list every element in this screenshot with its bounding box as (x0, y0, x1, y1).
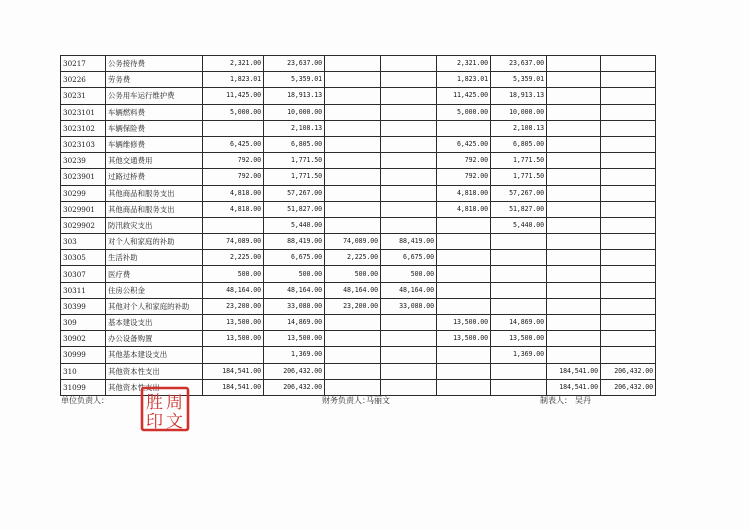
account-name: 其他资本性支出 (106, 363, 203, 379)
finance-head-name: 马丽文 (366, 396, 390, 405)
amount-cell (601, 217, 656, 233)
amount-cell: 6,425.00 (203, 136, 264, 152)
amount-cell (381, 363, 437, 379)
amount-cell: 1,771.50 (491, 169, 547, 185)
amount-cell: 6,805.00 (491, 136, 547, 152)
account-name: 车辆保险费 (106, 120, 203, 136)
account-name: 其他资本性支出 (106, 379, 203, 395)
amount-cell: 6,675.00 (264, 250, 325, 266)
table-row (61, 169, 656, 185)
amount-cell: 51,827.00 (491, 201, 547, 217)
amount-cell (437, 217, 491, 233)
amount-cell (601, 72, 656, 88)
amount-cell: 33,080.00 (264, 298, 325, 314)
amount-cell: 184,541.00 (203, 379, 264, 395)
amount-cell (381, 120, 437, 136)
amount-cell: 792.00 (203, 169, 264, 185)
table-row (61, 120, 656, 136)
amount-cell (601, 153, 656, 169)
table-row (61, 72, 656, 88)
amount-cell: 1,823.01 (203, 72, 264, 88)
amount-cell: 13,500.00 (437, 315, 491, 331)
amount-cell (325, 56, 381, 72)
amount-cell: 18,913.13 (264, 88, 325, 104)
amount-cell (325, 217, 381, 233)
account-name: 基本建设支出 (106, 315, 203, 331)
amount-cell: 13,500.00 (203, 331, 264, 347)
amount-cell (203, 347, 264, 363)
amount-cell: 33,080.00 (381, 298, 437, 314)
amount-cell (437, 120, 491, 136)
amount-cell (203, 120, 264, 136)
amount-cell: 206,432.00 (264, 363, 325, 379)
amount-cell: 57,267.00 (264, 185, 325, 201)
svg-text:印: 印 (146, 412, 163, 432)
table-row (61, 104, 656, 120)
table-row (61, 136, 656, 152)
account-name: 住房公积金 (106, 282, 203, 298)
amount-cell: 5,359.01 (264, 72, 325, 88)
amount-cell: 2,225.00 (325, 250, 381, 266)
account-code: 3023103 (61, 136, 106, 152)
unit-head-label: 单位负责人： (61, 396, 109, 405)
amount-cell (381, 56, 437, 72)
amount-cell (491, 234, 547, 250)
account-code: 30305 (61, 250, 106, 266)
account-name: 车辆维修费 (106, 136, 203, 152)
amount-cell: 5,000.00 (203, 104, 264, 120)
amount-cell: 13,500.00 (437, 331, 491, 347)
amount-cell (601, 201, 656, 217)
amount-cell: 206,432.00 (264, 379, 325, 395)
amount-cell (381, 169, 437, 185)
amount-cell: 23,637.00 (264, 56, 325, 72)
account-name: 过路过桥费 (106, 169, 203, 185)
amount-cell: 14,869.00 (264, 315, 325, 331)
amount-cell: 1,771.50 (264, 153, 325, 169)
account-code: 30902 (61, 331, 106, 347)
amount-cell: 5,000.00 (437, 104, 491, 120)
amount-cell: 13,500.00 (491, 331, 547, 347)
amount-cell: 48,164.00 (264, 282, 325, 298)
amount-cell (437, 363, 491, 379)
amount-cell (325, 120, 381, 136)
amount-cell (437, 379, 491, 395)
amount-cell: 184,541.00 (547, 363, 601, 379)
amount-cell (547, 136, 601, 152)
amount-cell: 2,321.00 (203, 56, 264, 72)
account-code: 30307 (61, 266, 106, 282)
amount-cell: 14,869.00 (491, 315, 547, 331)
amount-cell (325, 379, 381, 395)
amount-cell: 184,541.00 (203, 363, 264, 379)
table-row (61, 363, 656, 379)
amount-cell (547, 266, 601, 282)
amount-cell: 6,805.00 (264, 136, 325, 152)
amount-cell: 74,089.00 (203, 234, 264, 250)
account-name: 医疗费 (106, 266, 203, 282)
account-code: 31099 (61, 379, 106, 395)
amount-cell (601, 331, 656, 347)
table-row (61, 266, 656, 282)
table-body (61, 56, 656, 396)
amount-cell: 1,771.50 (491, 153, 547, 169)
amount-cell (381, 217, 437, 233)
preparer-name: 吴丹 (575, 396, 591, 405)
amount-cell: 6,675.00 (381, 250, 437, 266)
amount-cell: 11,425.00 (437, 88, 491, 104)
amount-cell: 10,000.00 (264, 104, 325, 120)
amount-cell: 5,440.00 (264, 217, 325, 233)
amount-cell: 500.00 (325, 266, 381, 282)
amount-cell (601, 185, 656, 201)
amount-cell (491, 250, 547, 266)
amount-cell (437, 234, 491, 250)
account-code: 30399 (61, 298, 106, 314)
account-name: 其他商品和服务支出 (106, 201, 203, 217)
amount-cell: 6,425.00 (437, 136, 491, 152)
amount-cell (601, 266, 656, 282)
account-code: 3029902 (61, 217, 106, 233)
amount-cell: 2,108.13 (491, 120, 547, 136)
amount-cell: 11,425.00 (203, 88, 264, 104)
account-name: 劳务费 (106, 72, 203, 88)
amount-cell: 13,500.00 (264, 331, 325, 347)
account-code: 3023101 (61, 104, 106, 120)
amount-cell (325, 88, 381, 104)
account-name: 公务接待费 (106, 56, 203, 72)
amount-cell: 792.00 (203, 153, 264, 169)
amount-cell (547, 56, 601, 72)
amount-cell (547, 250, 601, 266)
amount-cell (325, 201, 381, 217)
amount-cell (491, 266, 547, 282)
amount-cell: 88,419.00 (264, 234, 325, 250)
amount-cell (601, 315, 656, 331)
amount-cell (547, 72, 601, 88)
account-code: 30226 (61, 72, 106, 88)
amount-cell: 10,000.00 (491, 104, 547, 120)
amount-cell: 2,321.00 (437, 56, 491, 72)
account-name: 其他交通费用 (106, 153, 203, 169)
amount-cell (381, 201, 437, 217)
preparer-label: 制表人： (540, 396, 572, 405)
table-row (61, 153, 656, 169)
amount-cell (547, 88, 601, 104)
table-row (61, 217, 656, 233)
amount-cell (381, 347, 437, 363)
svg-text:胜: 胜 (146, 393, 163, 413)
amount-cell (547, 185, 601, 201)
amount-cell: 500.00 (381, 266, 437, 282)
amount-cell (547, 217, 601, 233)
amount-cell (547, 169, 601, 185)
amount-cell: 206,432.00 (601, 363, 656, 379)
amount-cell: 48,164.00 (325, 282, 381, 298)
table-row (61, 282, 656, 298)
account-name: 防汛救灾支出 (106, 217, 203, 233)
account-name: 其他基本建设支出 (106, 347, 203, 363)
amount-cell (601, 104, 656, 120)
amount-cell (203, 217, 264, 233)
account-name: 其他商品和服务支出 (106, 185, 203, 201)
table-row (61, 347, 656, 363)
amount-cell: 13,500.00 (203, 315, 264, 331)
amount-cell: 4,818.00 (437, 185, 491, 201)
amount-cell (601, 347, 656, 363)
amount-cell (547, 153, 601, 169)
amount-cell: 792.00 (437, 169, 491, 185)
amount-cell (381, 72, 437, 88)
amount-cell (547, 347, 601, 363)
table-row (61, 56, 656, 72)
account-name: 办公设备购置 (106, 331, 203, 347)
table-row (61, 88, 656, 104)
amount-cell (601, 88, 656, 104)
account-code: 303 (61, 234, 106, 250)
amount-cell (547, 315, 601, 331)
amount-cell (437, 266, 491, 282)
amount-cell (547, 201, 601, 217)
amount-cell (437, 347, 491, 363)
amount-cell (601, 136, 656, 152)
amount-cell (491, 363, 547, 379)
table-row (61, 201, 656, 217)
amount-cell: 51,827.00 (264, 201, 325, 217)
amount-cell: 792.00 (437, 153, 491, 169)
amount-cell: 1,823.01 (437, 72, 491, 88)
amount-cell (547, 331, 601, 347)
expenditure-table (60, 55, 656, 396)
amount-cell: 500.00 (203, 266, 264, 282)
amount-cell: 1,771.50 (264, 169, 325, 185)
signature-footer (0, 395, 750, 415)
amount-cell: 1,369.00 (264, 347, 325, 363)
amount-cell (491, 379, 547, 395)
amount-cell (547, 282, 601, 298)
amount-cell (601, 56, 656, 72)
account-code: 30239 (61, 153, 106, 169)
svg-text:周: 周 (166, 393, 183, 413)
amount-cell (381, 153, 437, 169)
amount-cell (547, 298, 601, 314)
amount-cell: 57,267.00 (491, 185, 547, 201)
amount-cell (325, 169, 381, 185)
account-name: 车辆燃料费 (106, 104, 203, 120)
amount-cell: 23,200.00 (203, 298, 264, 314)
amount-cell: 184,541.00 (547, 379, 601, 395)
seal-graphic (140, 386, 190, 432)
amount-cell (601, 298, 656, 314)
amount-cell (325, 315, 381, 331)
table-row (61, 298, 656, 314)
account-code: 3029901 (61, 201, 106, 217)
amount-cell (381, 379, 437, 395)
amount-cell (325, 72, 381, 88)
amount-cell: 5,440.00 (491, 217, 547, 233)
amount-cell: 4,818.00 (203, 185, 264, 201)
finance-head-label: 财务负责人： (322, 396, 370, 405)
amount-cell: 4,818.00 (203, 201, 264, 217)
account-code: 3023102 (61, 120, 106, 136)
amount-cell (325, 185, 381, 201)
amount-cell (601, 120, 656, 136)
account-code: 3023901 (61, 169, 106, 185)
amount-cell (325, 331, 381, 347)
amount-cell (601, 169, 656, 185)
amount-cell (601, 250, 656, 266)
amount-cell (491, 282, 547, 298)
account-code: 309 (61, 315, 106, 331)
amount-cell (437, 282, 491, 298)
amount-cell (325, 136, 381, 152)
amount-cell (547, 104, 601, 120)
account-code: 30299 (61, 185, 106, 201)
table-row (61, 185, 656, 201)
account-name: 公务用车运行维护费 (106, 88, 203, 104)
amount-cell: 5,359.01 (491, 72, 547, 88)
account-name: 生活补助 (106, 250, 203, 266)
amount-cell: 23,637.00 (491, 56, 547, 72)
amount-cell: 74,089.00 (325, 234, 381, 250)
account-code: 30217 (61, 56, 106, 72)
account-name: 对个人和家庭的补助 (106, 234, 203, 250)
amount-cell: 23,200.00 (325, 298, 381, 314)
account-code: 30999 (61, 347, 106, 363)
amount-cell: 18,913.13 (491, 88, 547, 104)
amount-cell (547, 120, 601, 136)
amount-cell: 88,419.00 (381, 234, 437, 250)
amount-cell (437, 298, 491, 314)
account-code: 30311 (61, 282, 106, 298)
amount-cell: 1,369.00 (491, 347, 547, 363)
amount-cell (325, 104, 381, 120)
amount-cell: 48,164.00 (381, 282, 437, 298)
amount-cell: 500.00 (264, 266, 325, 282)
table-row (61, 234, 656, 250)
amount-cell (325, 363, 381, 379)
amount-cell: 2,225.00 (203, 250, 264, 266)
table-row (61, 331, 656, 347)
amount-cell (381, 185, 437, 201)
amount-cell: 2,108.13 (264, 120, 325, 136)
table-row (61, 315, 656, 331)
amount-cell (325, 347, 381, 363)
amount-cell (601, 234, 656, 250)
amount-cell (325, 153, 381, 169)
account-code: 310 (61, 363, 106, 379)
svg-text:文: 文 (166, 412, 183, 432)
amount-cell (381, 104, 437, 120)
amount-cell: 4,818.00 (437, 201, 491, 217)
table-row (61, 250, 656, 266)
amount-cell (381, 331, 437, 347)
amount-cell: 206,432.00 (601, 379, 656, 395)
amount-cell (437, 250, 491, 266)
amount-cell (381, 136, 437, 152)
account-name: 其他对个人和家庭的补助 (106, 298, 203, 314)
account-code: 30231 (61, 88, 106, 104)
amount-cell (547, 234, 601, 250)
amount-cell (381, 315, 437, 331)
amount-cell: 48,164.00 (203, 282, 264, 298)
amount-cell (601, 282, 656, 298)
red-seal-stamp (140, 386, 190, 432)
amount-cell (381, 88, 437, 104)
amount-cell (491, 298, 547, 314)
